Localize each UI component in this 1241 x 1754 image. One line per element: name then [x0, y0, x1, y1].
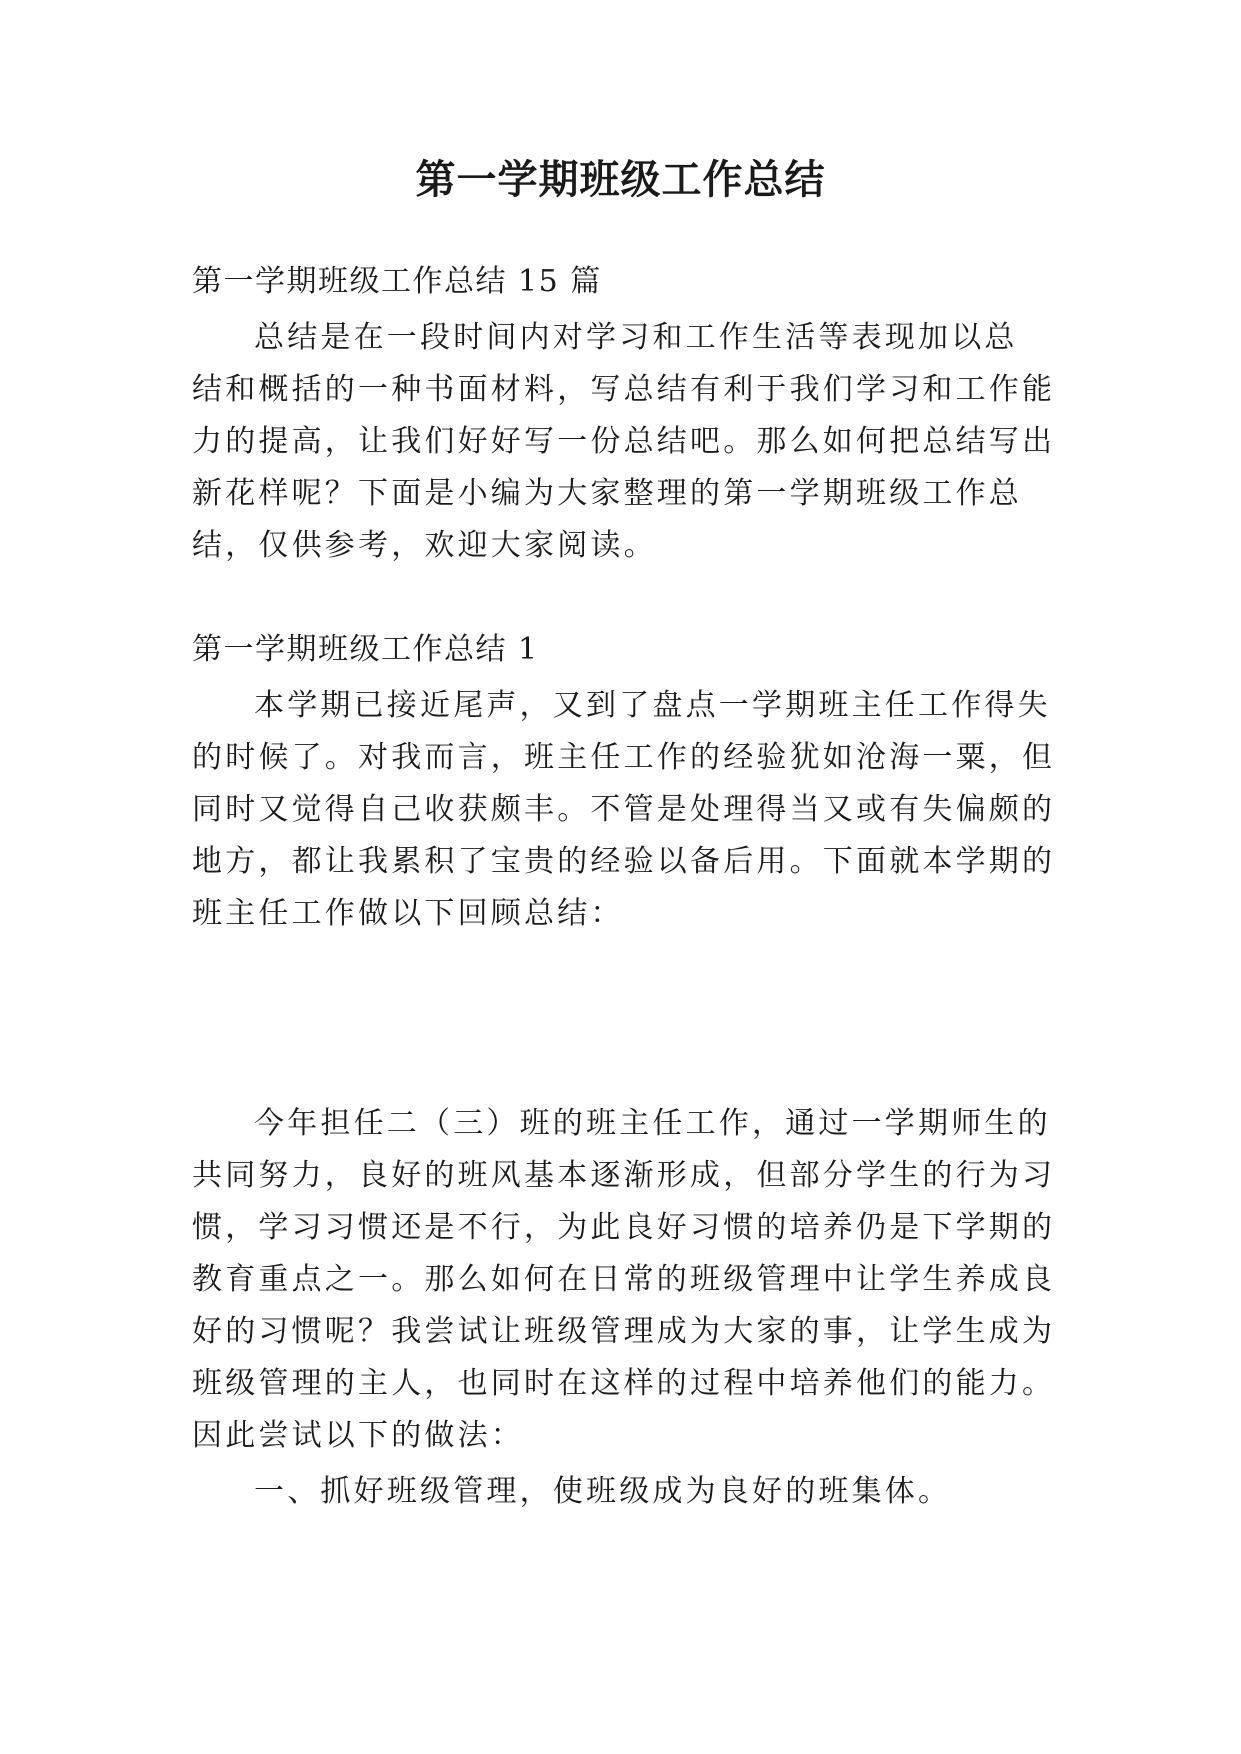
paragraph-line: 新花样呢？下面是小编为大家整理的第一学期班级工作总 [192, 476, 1022, 511]
paragraph-line: 的时候了。对我而言，班主任工作的经验犹如沧海一粟，但 [192, 740, 1056, 775]
paragraph-line: 地方，都让我累积了宝贵的经验以备后用。下面就本学期的 [192, 844, 1056, 879]
paragraph-line: 本学期已接近尾声，又到了盘点一学期班主任工作得失 [254, 688, 1051, 723]
paragraph-line: 结，仅供参考，欢迎大家阅读。 [192, 528, 657, 563]
paragraph-line: 共同努力，良好的班风基本逐渐形成，但部分学生的行为习 [192, 1158, 1056, 1193]
section-heading: 第一学期班级工作总结 1 [192, 632, 539, 667]
paragraph-line: 因此尝试以下的做法： [192, 1418, 524, 1453]
paragraph-line: 惯，学习习惯还是不行，为此良好习惯的培养仍是下学期的 [192, 1210, 1056, 1245]
paragraph-line: 总结是在一段时间内对学习和工作生活等表现加以总 [254, 320, 1018, 355]
paragraph-line: 同时又觉得自己收获颇丰。不管是处理得当又或有失偏颇的 [192, 792, 1056, 827]
paragraph-line: 力的提高，让我们好好写一份总结吧。那么如何把总结写出 [192, 424, 1056, 459]
paragraph-line: 班级管理的主人，也同时在这样的过程中培养他们的能力。 [192, 1366, 1056, 1401]
paragraph-line: 今年担任二（三）班的班主任工作，通过一学期师生的 [254, 1106, 1051, 1141]
paragraph-line: 教育重点之一。那么如何在日常的班级管理中让学生养成良 [192, 1262, 1056, 1297]
list-item-heading: 一、抓好班级管理，使班级成为良好的班集体。 [254, 1474, 952, 1509]
paragraph-line: 结和概括的一种书面材料，写总结有利于我们学习和工作能 [192, 372, 1056, 407]
subtitle-line: 第一学期班级工作总结 15 篇 [192, 264, 602, 299]
paragraph-line: 好的习惯呢？我尝试让班级管理成为大家的事，让学生成为 [192, 1314, 1056, 1349]
paragraph-line: 班主任工作做以下回顾总结： [192, 896, 624, 931]
document-title: 第一学期班级工作总结 [415, 157, 826, 203]
